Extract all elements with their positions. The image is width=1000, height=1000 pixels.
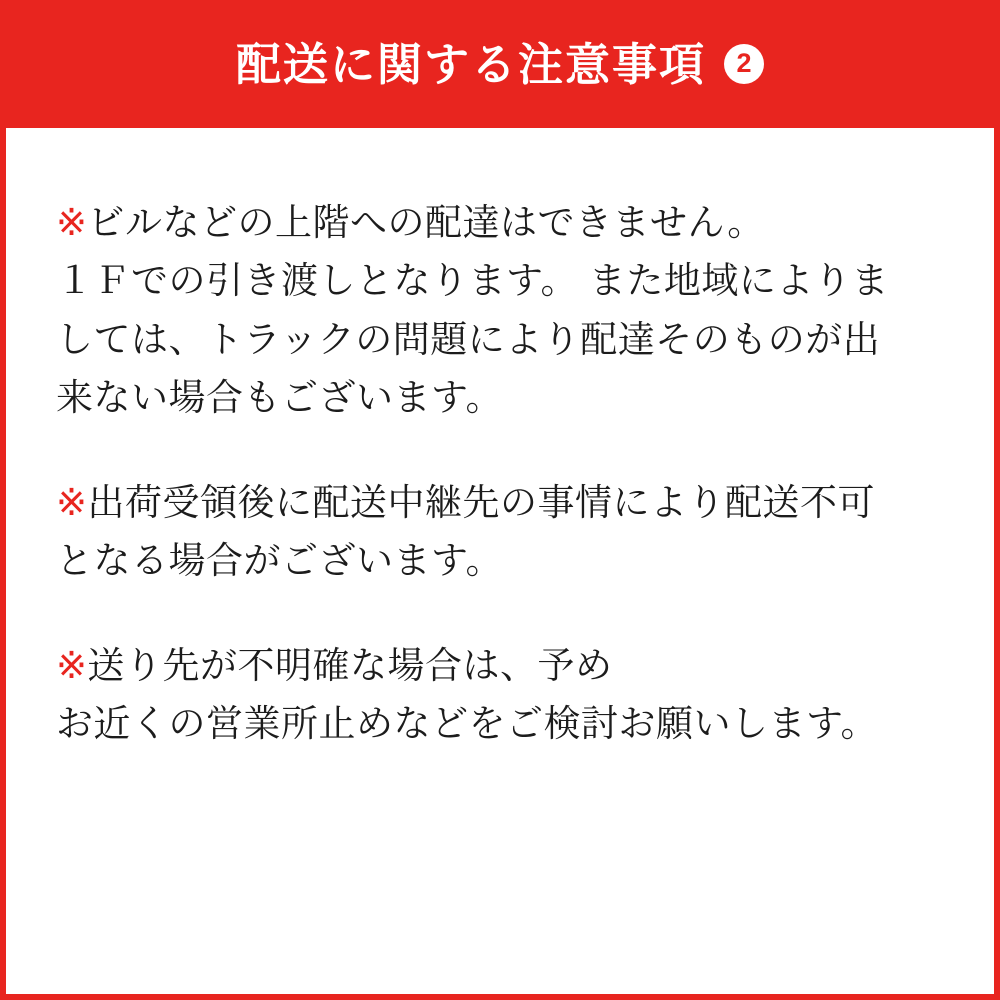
- notice-paragraph-2: [56, 474, 944, 591]
- notice-line-text: 送り先が不明確な場合は、予め: [87, 644, 613, 686]
- page-header: [0, 0, 1000, 128]
- notice-line: 来ない場合もございます。: [56, 377, 504, 419]
- notice-line: １Ｆでの引き渡しとなります。 また地域によりま: [56, 260, 889, 302]
- notice-line: となる場合がございます。: [56, 540, 504, 582]
- kome-marker-icon: ※: [56, 202, 88, 243]
- notice-line-text: ビルなどの上階への配達はできません。: [87, 202, 765, 243]
- notice-line: お近くの営業所止めなどをご検討お願いします。: [56, 703, 879, 745]
- notice-line: しては、トラックの問題により配達そのものが出: [56, 318, 881, 360]
- status-badge: [724, 44, 764, 84]
- kome-marker-icon: ※: [56, 644, 88, 686]
- header-content: [235, 38, 764, 90]
- kome-marker-icon: ※: [56, 481, 88, 523]
- notice-line: [56, 474, 944, 532]
- badge-number-label: 2: [736, 48, 752, 78]
- notice-line-text: 出荷受領後に配送中継先の事情により配送不可: [87, 481, 876, 523]
- notice-paragraph-1: [56, 194, 944, 428]
- page-title: 配送に関する注意事項: [235, 38, 706, 90]
- notice-paragraph-3: [56, 637, 944, 754]
- notice-line: [56, 637, 944, 695]
- notice-line: [56, 194, 944, 252]
- notice-body: [6, 128, 994, 994]
